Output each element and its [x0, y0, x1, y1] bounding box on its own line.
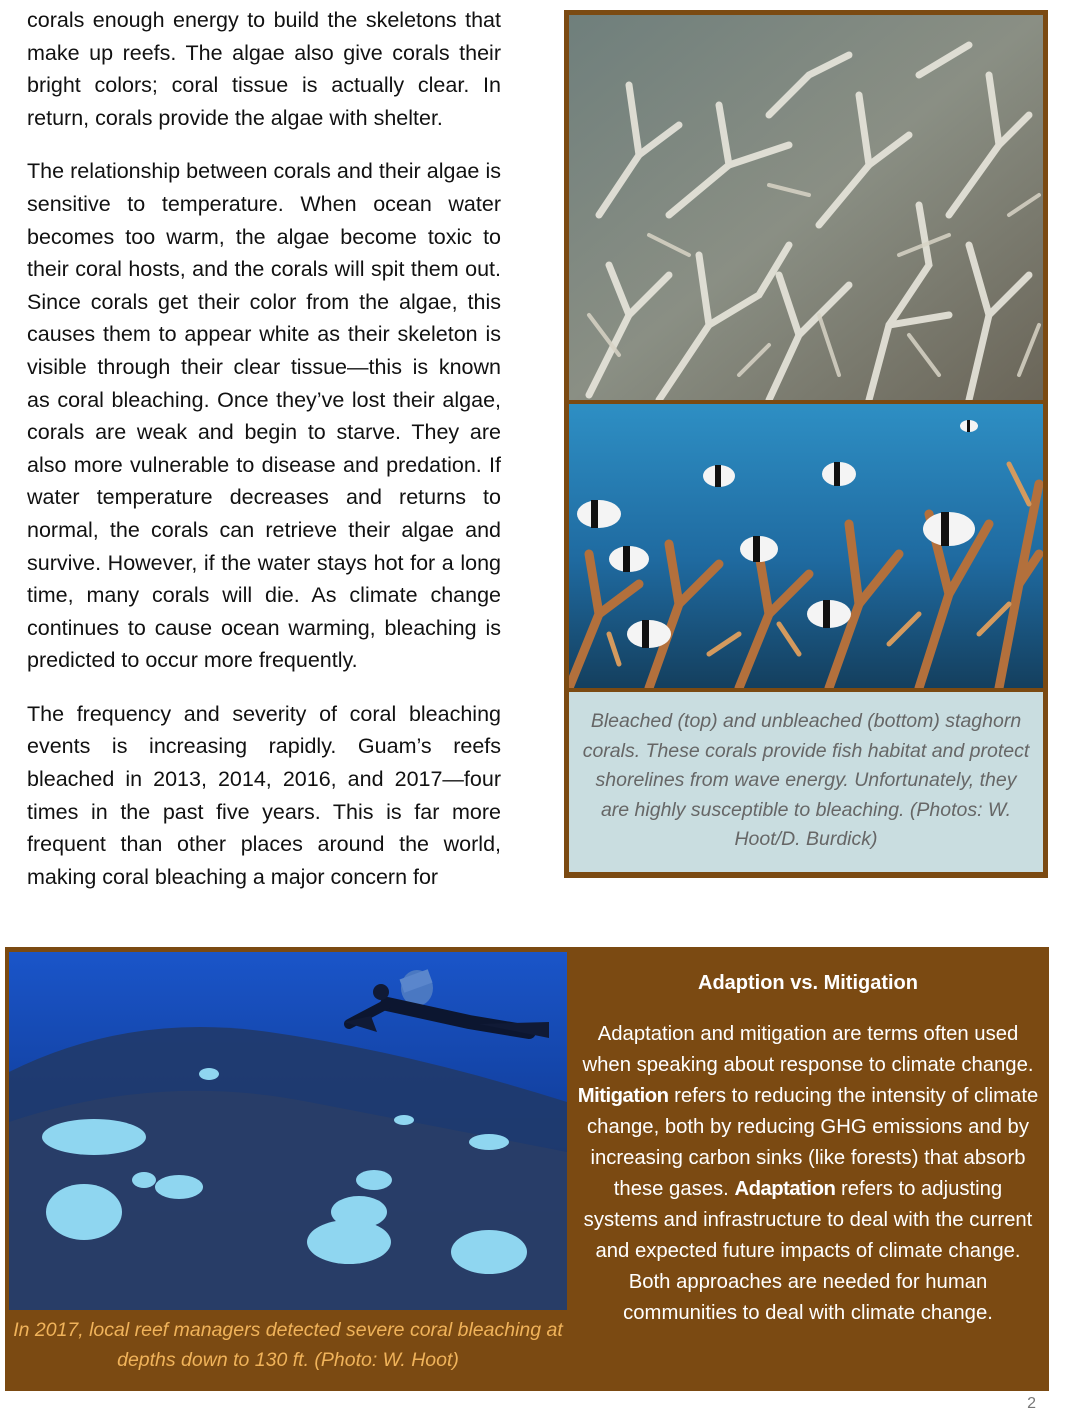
sidebar-text-part: refers to reducing the intensity of climate change, both by reducing GHG emissions and by increasing carbon sinks (like forests) that absorb these gases.: [587, 1085, 1039, 1200]
coral-figure: [564, 10, 1048, 878]
article-body: [27, 4, 501, 914]
sidebar-text-part: Adaptation and mitigation are terms often used when speaking about response to climate change.: [582, 1023, 1034, 1076]
unbleached-coral-photo: [569, 404, 1043, 688]
body-paragraph: corals enough energy to build the skeletons that make up reefs. The algae also give corals their bright colors; coral tissue is actually clear. In return, corals provide the algae with shelter.: [27, 8, 501, 130]
term-mitigation: Mitigation: [577, 1085, 669, 1107]
bottom-feature-band: [5, 947, 1049, 1391]
adaptation-mitigation-sidebar: [577, 969, 1039, 1329]
page-number: 2: [1027, 1395, 1036, 1412]
diver-photo-caption: In 2017, local reef managers detected severe coral bleaching at depths down to 130 ft. (Photo: W. Hoot): [13, 1319, 563, 1371]
coral-photo-caption: Bleached (top) and unbleached (bottom) staghorn corals. These corals provide fish habitat and protect shorelines from wave energy. Unfortunately, they are highly susceptible to bleaching. (Photos: W. Hoot/D. Burdick): [569, 692, 1043, 872]
body-paragraph: The relationship between corals and their algae is sensitive to temperature. When ocean water becomes too warm, the algae become toxic to their coral hosts, and the corals will spit them out. Since corals get their color from the algae, this causes them to appear white as their skeleton is visible through their clear tissue—this is known as coral bleaching. Once they’ve lost their algae, corals are weak and begin to starve. They are also more vulnerable to disease and predation. If water temperature decreases and returns to normal, the corals can retrieve their algae and survive. However, if the water stays hot for a long time, many corals will die. As climate change continues to cause ocean warming, bleaching is predicted to occur more frequently.: [27, 159, 501, 673]
sidebar-title: Adaption vs. Mitigation: [698, 972, 918, 994]
body-paragraph: The frequency and severity of coral bleaching events is increasing rapidly. Guam’s reefs bleached in 2013, 2014, 2016, and 2017—four times in the past five years. This is far more frequent than other places around the world, making coral bleaching a major concern for: [27, 701, 501, 889]
diver-reef-photo: [9, 952, 567, 1310]
bleached-coral-photo: [569, 15, 1043, 400]
sidebar-text-part: refers to adjusting systems and infrastructure to deal with the current and expected future impacts of climate change. Both approaches are needed for human communities to deal with climate change.: [583, 1178, 1033, 1324]
sidebar-text: [577, 1019, 1039, 1329]
term-adaptation: Adaptation: [734, 1178, 836, 1200]
